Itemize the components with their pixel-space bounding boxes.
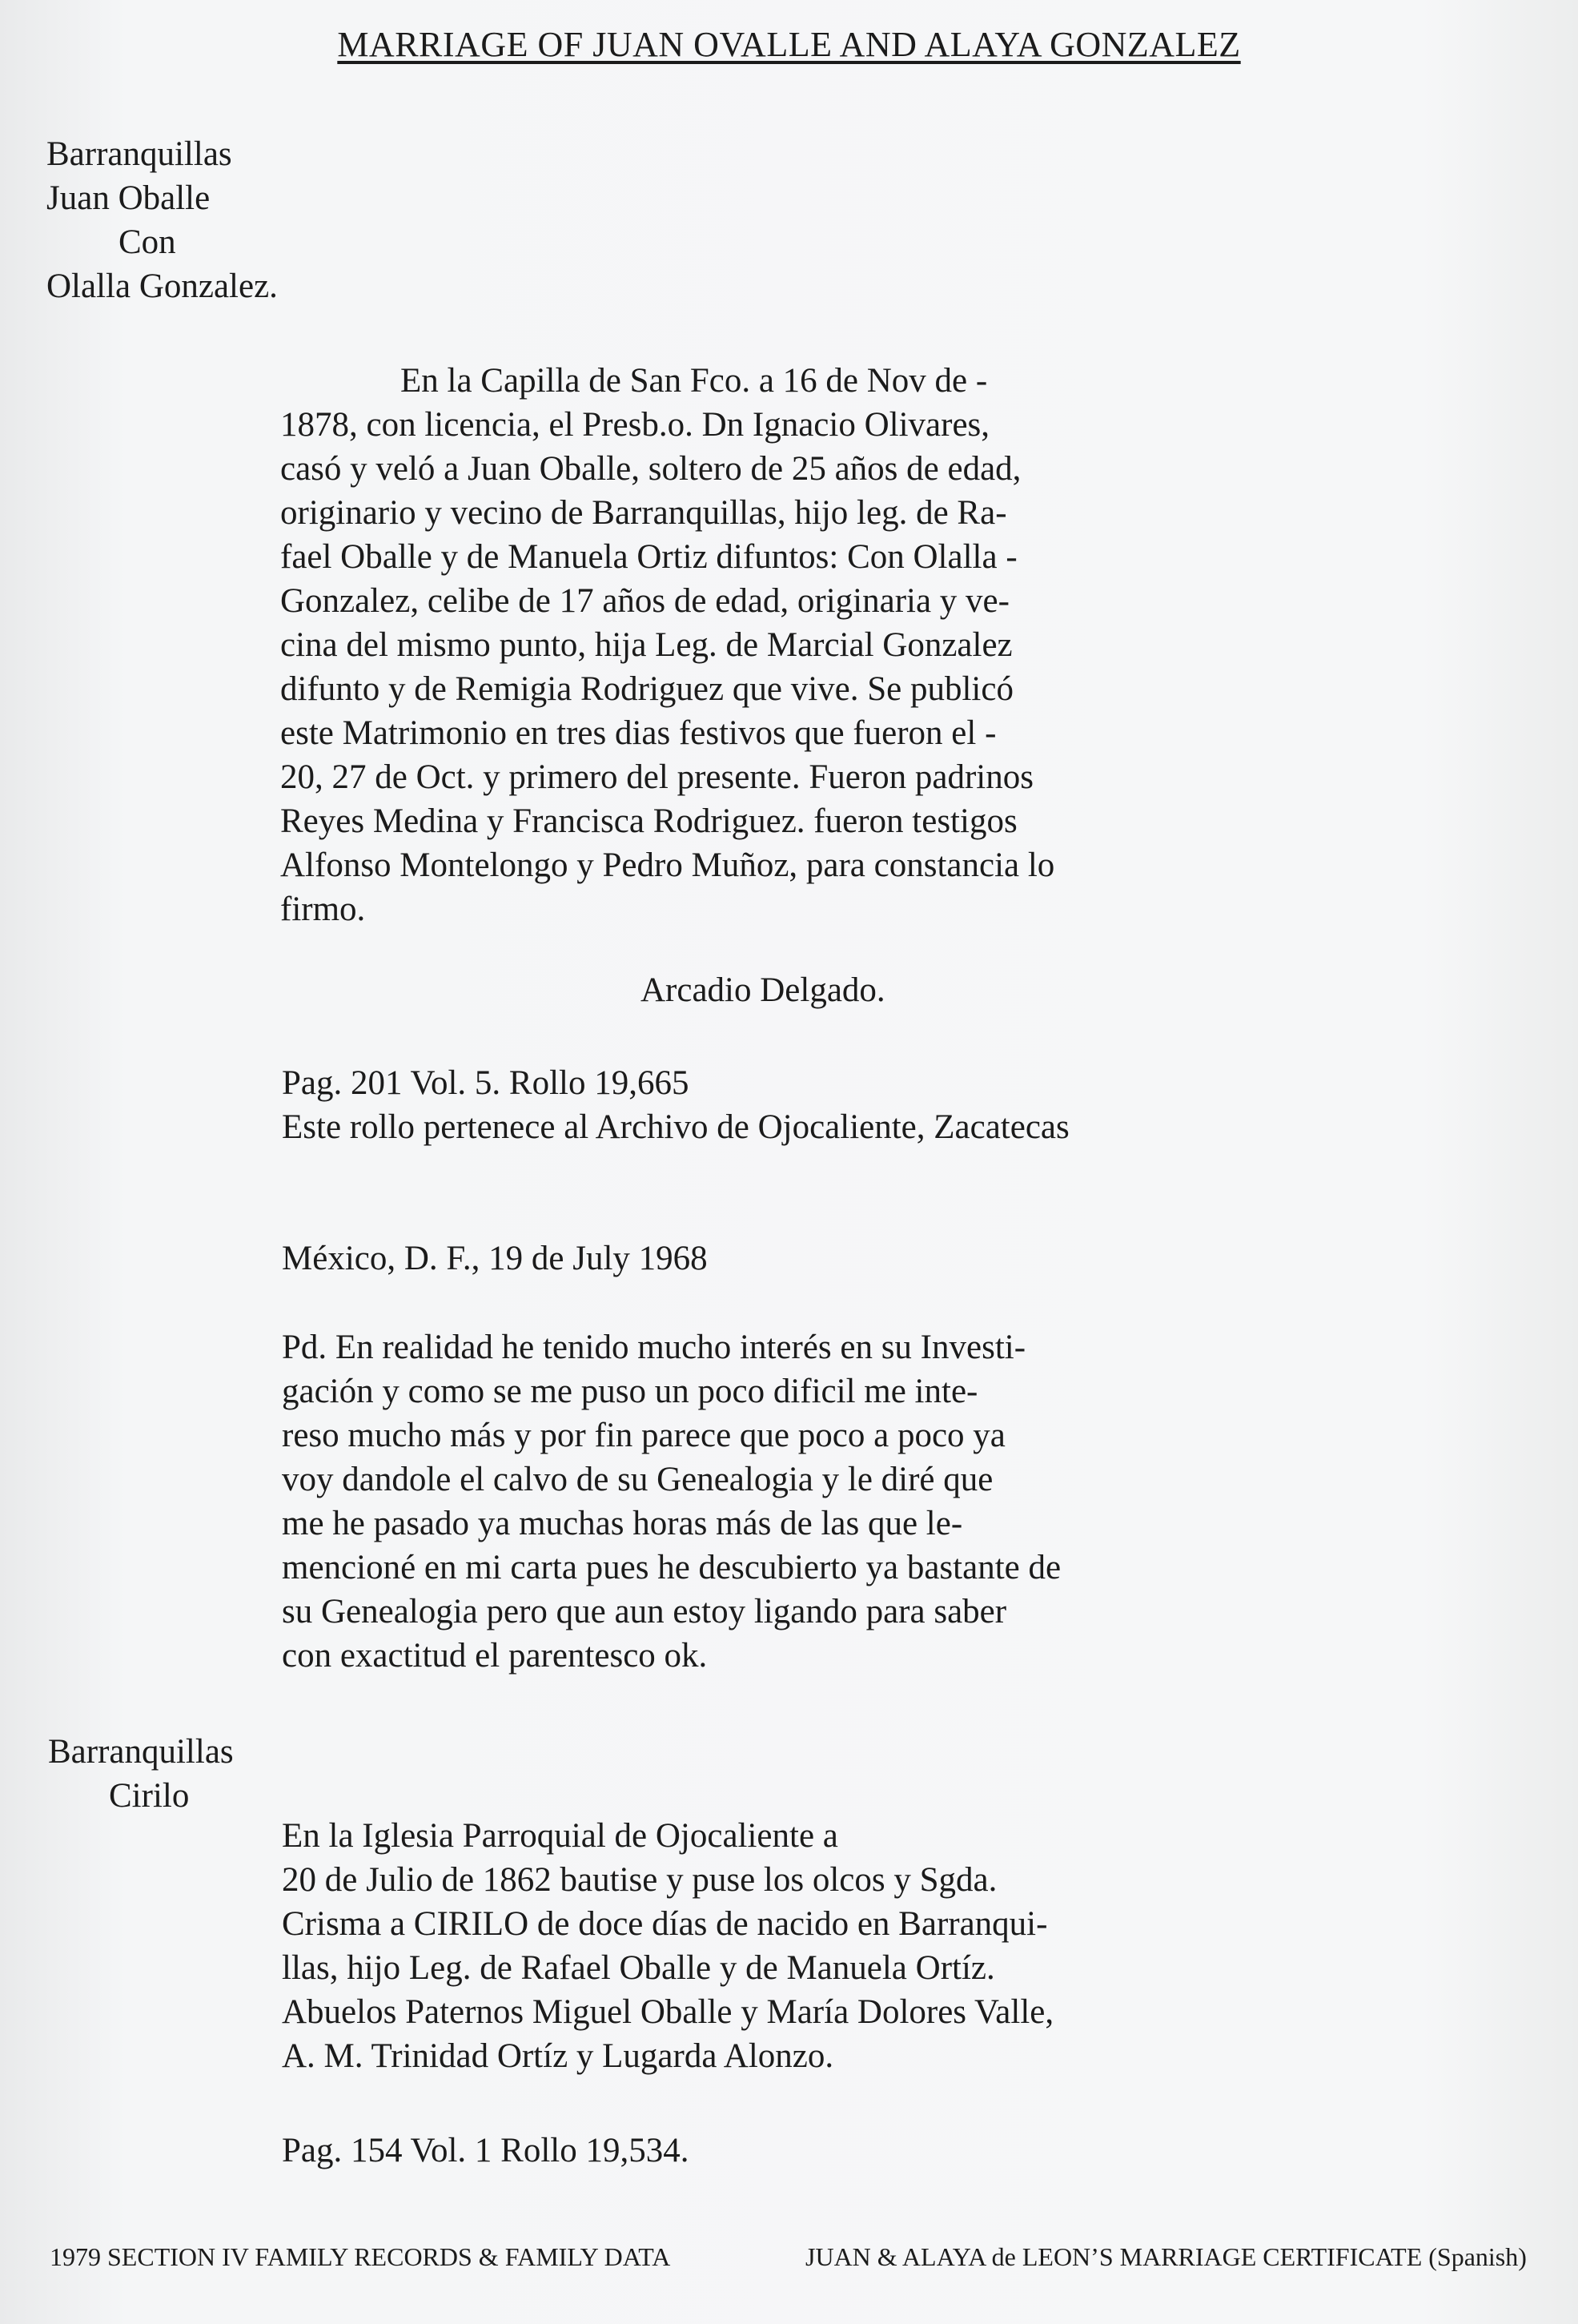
marginal-connector: Con (118, 223, 176, 261)
postscript-line: me he pasado ya muchas horas más de las que le- (282, 1505, 963, 1542)
baptism-reference: Pag. 154 Vol. 1 Rollo 19,534. (282, 2132, 689, 2169)
marginal-note-baptism (48, 1730, 234, 1818)
record-line: 20 de Julio de 1862 bautise y puse los olcos y Sgda. (282, 1861, 998, 1899)
record-line: Reyes Medina y Francisca Rodriguez. fueron testigos (280, 802, 1018, 840)
record-line: Alfonso Montelongo y Pedro Muñoz, para constancia lo (280, 846, 1055, 884)
archive-note: Este rollo pertenece al Archivo de Ojocaliente, Zacatecas (282, 1108, 1070, 1146)
record-line: Crisma a CIRILO de doce días de nacido en Barranqui- (282, 1905, 1048, 1943)
baptism-record-text (282, 1814, 1054, 2078)
footer-document-label: JUAN & ALAYA de LEON’S MARRIAGE CERTIFICATE (Spanish) (805, 2242, 1527, 2271)
marginal-place: Barranquillas (48, 1733, 234, 1771)
record-line: difunto y de Remigia Rodriguez que vive. Se publicó (280, 670, 1014, 708)
record-line: Gonzalez, celibe de 17 años de edad, originaria y ve- (280, 582, 1010, 620)
postscript-line: reso mucho más y por fin parece que poco a poco ya (282, 1417, 1006, 1454)
letter-dateline: México, D. F., 19 de July 1968 (282, 1240, 708, 1277)
record-line: Abuelos Paternos Miguel Oballe y María Dolores Valle, (282, 1993, 1054, 2031)
marginal-bride: Olalla Gonzalez. (46, 267, 278, 305)
record-line: En la Iglesia Parroquial de Ojocaliente a (282, 1817, 838, 1855)
marginal-groom: Juan Oballe (46, 179, 211, 217)
record-line: 20, 27 de Oct. y primero del presente. Fueron padrinos (280, 758, 1034, 796)
postscript-line: su Genealogia pero que aun estoy ligando para saber (282, 1593, 1007, 1630)
document-title: MARRIAGE OF JUAN OVALLE AND ALAYA GONZALEZ (337, 25, 1241, 64)
marginal-note-marriage (46, 132, 278, 308)
postscript-line: voy dandole el calvo de su Genealogia y le diré que (282, 1461, 994, 1498)
signature-name: Arcadio Delgado. (640, 971, 885, 1009)
record-line: este Matrimonio en tres dias festivos que fueron el - (280, 714, 997, 752)
marginal-place: Barranquillas (46, 135, 232, 173)
letter-postscript (282, 1325, 1061, 1678)
postscript-line: Pd. En realidad he tenido mucho interés en su Investi- (282, 1329, 1026, 1366)
footer-section-label: 1979 SECTION IV FAMILY RECORDS & FAMILY DATA (50, 2242, 671, 2271)
record-line: originario y vecino de Barranquillas, hijo leg. de Ra- (280, 494, 1007, 532)
record-line: cina del mismo punto, hija Leg. de Marcial Gonzalez (280, 626, 1013, 664)
postscript-line: gación y como se me puso un poco dificil me inte- (282, 1373, 978, 1410)
marginal-name: Cirilo (109, 1777, 190, 1815)
record-line: llas, hijo Leg. de Rafael Oballe y de Manuela Ortíz. (282, 1949, 995, 1987)
record-line: fael Oballe y de Manuela Ortiz difuntos: Con Olalla - (280, 538, 1018, 576)
record-line: casó y veló a Juan Oballe, soltero de 25 años de edad, (280, 450, 1022, 488)
record-line: 1878, con licencia, el Presb.o. Dn Ignacio Olivares, (280, 406, 990, 444)
record-line: En la Capilla de San Fco. a 16 de Nov de - (400, 362, 988, 400)
record-line: A. M. Trinidad Ortíz y Lugarda Alonzo. (282, 2037, 834, 2075)
roll-reference: Pag. 201 Vol. 5. Rollo 19,665 (282, 1064, 689, 1102)
marriage-reference (282, 1061, 1070, 1149)
marriage-record-text (280, 359, 1054, 931)
record-line: firmo. (280, 891, 366, 928)
postscript-line: mencioné en mi carta pues he descubierto ya bastante de (282, 1549, 1062, 1586)
postscript-line: con exactitud el parentesco ok. (282, 1637, 708, 1675)
